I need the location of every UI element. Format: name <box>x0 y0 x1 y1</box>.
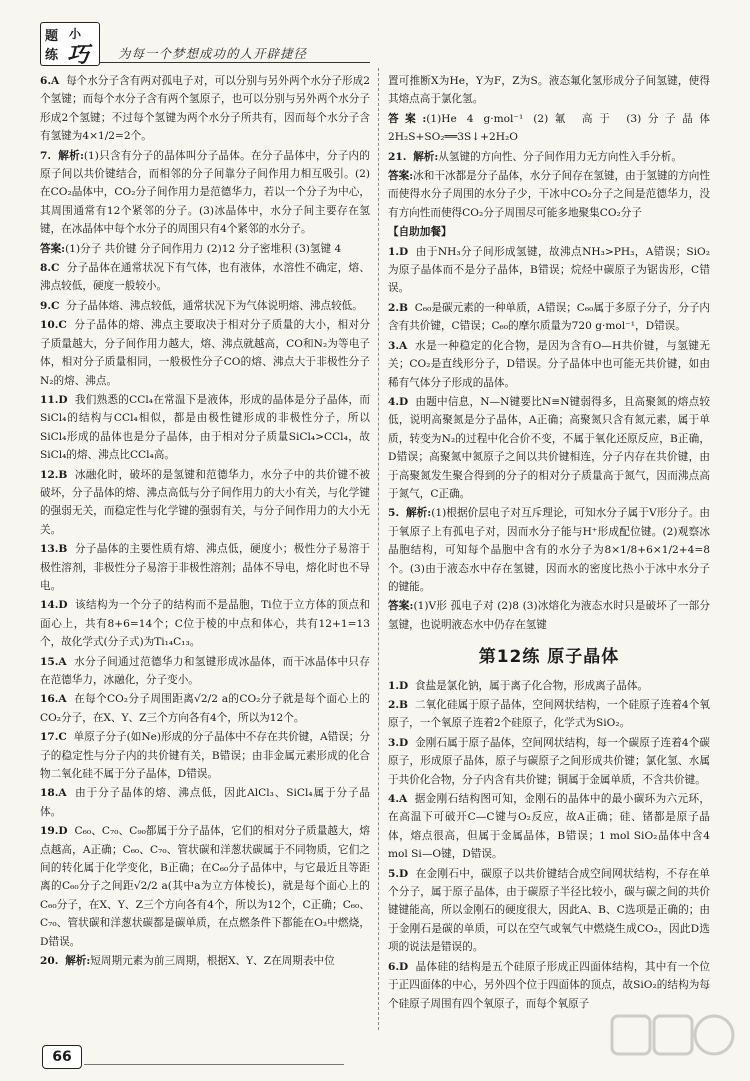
item-text: 在每个CO₂分子周围距离√2/2 a的CO₂分子就是每个面心上的CO₂分子，在X、Y、Z三个方向各有4个，所以为12个。 <box>40 693 370 724</box>
item-number: 3.A <box>388 339 408 352</box>
section-title: 第12练 原子晶体 <box>478 647 620 668</box>
answer-item <box>40 72 370 146</box>
brand-logo <box>40 22 100 66</box>
answer-item <box>388 696 710 733</box>
item-number: 7. <box>40 149 52 162</box>
answer-item <box>388 148 710 166</box>
item-text: 从氢键的方向性、分子间作用力无方向性入手分析。 <box>438 150 682 163</box>
header-slogan: 为每一个梦想成功的人开辟捷径 <box>118 46 308 61</box>
answer-item <box>388 865 710 957</box>
item-text: 该结构为一个分子的结构而不是晶胞，Ti位于立方体的顶点和面心上，共有8+6=14个；C位于棱的中点和体心，共有12+1=13个，故化学式(分子式)为Ti₁₄C₁₃。 <box>40 599 370 649</box>
item-text: 每个水分子含有两对孤电子对，可以分别与另外两个水分子形成2个氢键；而每个水分子含有两个氢原子，也可以分别与另外两个水分子形成2个氢键；不过每个氢键为两个水分子所共有，因而每个水分子含有氢键为4×1/2=2个。 <box>40 75 370 143</box>
item-number: 10.C <box>40 319 67 332</box>
item-text: 在金刚石中，碳原子以共价键结合成空间网状结构，不存在单个分子，属于原子晶体，由于碳原子半径比较小，碳与碳之间的共价键键能高，所以金刚石的硬度很大，因此A、B、C选项是正确的；由于金刚石是碳的单质，可以在空气或氧气中燃烧生成CO₂，因此D选项的说法是错误的。 <box>388 867 710 954</box>
answer-item <box>40 259 370 296</box>
answer-text: (1)分子 共价键 分子间作用力 (2)12 分子密堆积 (3)氢键 4 <box>65 242 342 255</box>
item-number: 21. <box>388 150 407 163</box>
item-text: C₆₀、C₇₀、C₉₀都属于分子晶体，它们的相对分子质量越大，熔点越高，A正确；C₆₀、C₇₀、管状碳和洋葱状碳属于不同物质，它们之间的转化属于化学变化，B正确；在C₆₀分子晶体中，与它最近且等距离的C₆₀分子之间距√2/2 a(其中a为立方体棱长)，就是每个面心上的C₆₀分子，在X、Y、Z三个方向各有4个，所以为12个，C正确；C₆₀、C₇₀、管状碳和洋葱状碳都是碳单质，在点燃条件下都能在O₂中燃烧，D错误。 <box>40 825 370 948</box>
answer-item <box>388 393 710 503</box>
answer-line <box>40 240 370 258</box>
answer-item <box>388 677 710 695</box>
item-number: 11.D <box>40 393 68 406</box>
answer-label: 答案: <box>40 242 66 255</box>
answer-item <box>40 596 370 651</box>
answer-item <box>40 728 370 783</box>
item-number: 2.B <box>388 699 409 711</box>
answer-label: 答案: <box>388 170 414 183</box>
item-text: (1)只含有分子的晶体叫分子晶体。在分子晶体中，分子内的原子间以共价键结合，而相邻的分子间靠分子间作用力相互吸引。(2)在CO₂晶体中，CO₂分子间作用力是范德华力，若以一个分子为中心，其周围通常有12个紧邻的分子。(3)冰晶体中，水分子间主要存在氢键，在冰晶体中每个水分子的周围只有4个紧邻的水分子。 <box>40 149 370 236</box>
analysis-label: 解析: <box>58 149 84 162</box>
item-text: 短周期元素为前三周期，根据X、Y、Z在周期表中位 <box>90 955 335 968</box>
answer-label: 答案: <box>388 112 427 125</box>
answer-item <box>388 337 710 392</box>
answer-item <box>40 784 370 821</box>
logo-char-1: 题 <box>45 29 59 44</box>
right-column <box>388 72 710 1014</box>
item-number: 8.C <box>40 262 60 275</box>
answer-line <box>388 110 710 147</box>
answer-item <box>388 243 710 298</box>
watermark-logo-icon <box>608 1010 738 1074</box>
answer-item <box>40 540 370 595</box>
item-number: 12.B <box>40 468 68 481</box>
item-text: 晶体硅的结构是五个硅原子形成正四面体结构，其中有一个位于正四面体的中心，另外四个位于四面体的顶点，故SiO₂的结构为每个硅原子周围有四个氧原子，而每个氧原子 <box>388 960 710 1010</box>
answer-item <box>388 734 710 789</box>
answer-item <box>40 690 370 727</box>
analysis-label: 解析: <box>413 150 439 163</box>
answer-item <box>40 952 370 970</box>
left-column <box>40 72 370 972</box>
item-number: 19.D <box>40 825 68 838</box>
item-number: 15.A <box>40 655 67 668</box>
item-number: 13.B <box>40 543 68 556</box>
item-text: 由于NH₃分子间形成氢键，故沸点NH₃>PH₃，A错误；SiO₂为原子晶体而不是分子晶体，B错误；烷烃中碳原子为锯齿形，C错误。 <box>388 245 710 295</box>
item-number: 1.D <box>388 245 409 258</box>
answer-item <box>40 391 370 465</box>
header-rule <box>100 62 370 63</box>
item-text: (1)根据价层电子对互斥理论，可知水分子属于V形分子。由于氧原子上有孤电子对，因而水分子能与H⁺形成配位键。(2)观察冰晶胞结构，可知每个晶胞中含有的水分子为8×1/8+6×1/2+4=8个。(3)由于液态水中存在氢键，因而水的密度比热小于冰中水分子的键能。 <box>388 507 710 593</box>
answer-item <box>388 504 710 596</box>
analysis-label: 解析: <box>65 955 91 968</box>
item-text: C₆₀是碳元素的一种单质，A错误；C₆₀属于多原子分子，分子内含有共价键，C错误；C₆₀的摩尔质量为720 g·mol⁻¹，D错误。 <box>388 301 710 333</box>
answer-text: (1)V形 孤电子对 (2)8 (3)冰熔化为液态水时只是破坏了一部分氢键，也说明液态水中仍存在氢键 <box>388 600 710 631</box>
item-number: 16.A <box>40 693 67 706</box>
item-number: 1.D <box>388 679 409 692</box>
item-text: 金刚石属于原子晶体，空间网状结构，每一个碳原子连着4个碳原子，形成原子晶体，原子与碳原子之间形成共价键；氯化氢、水属于共价化合物，分子内含有共价键；铜属于金属单质，不含共价键。 <box>388 736 710 786</box>
item-number: 4.A <box>388 793 408 806</box>
page-header <box>0 0 750 68</box>
page-number: 66 <box>42 1045 82 1069</box>
answer-item <box>40 316 370 390</box>
item-number: 5.D <box>388 867 409 880</box>
answer-item <box>388 299 710 336</box>
item-number: 6.D <box>388 960 409 973</box>
answer-line <box>388 597 710 634</box>
logo-char-4: 巧 <box>67 42 90 68</box>
item-number: 18.A <box>40 787 67 800</box>
item-text: 冰融化时，破坏的是氢键和范德华力，水分子中的共价键不被破坏，分子晶体的熔、沸点高低与分子间作用力的大小有关，与化学键的强弱无关，而稳定性与化学键的强弱有关，与分子间作用力的大小无关。 <box>40 468 370 536</box>
answer-item <box>40 653 370 690</box>
item-text: 分子晶体熔、沸点较低，通常状况下为气体说明熔、沸点较低。 <box>66 299 363 312</box>
logo-char-3: 小 <box>69 27 82 41</box>
answer-item <box>40 466 370 540</box>
item-text: 分子晶体在通常状况下有气体，也有液体，水溶性不确定，熔、沸点较低，硬度一般较小。 <box>40 262 370 293</box>
item-number: 14.D <box>40 599 68 612</box>
section-heading: 【自助加餐】 <box>388 226 452 239</box>
item-text: 食盐是氯化钠，属于离子化合物，形成离子晶体。 <box>415 679 649 692</box>
item-number: 3.D <box>388 736 409 749</box>
item-text: 由题中信息，N—N键要比N≡N键弱得多，且高聚氮的熔点较低，说明高聚氮是分子晶体，A正确；高聚氮只含有氮元素，属于单质，转变为N₂的过程中化合价不变，不属于氧化还原反应，B正确，D错误；高聚氮中氮原子之间以共价键相连，分子内存在共价键，由于高聚氮发生聚合得到的分子的相对分子质量高于氮气，因而沸点高于氮气，C正确。 <box>388 395 710 500</box>
item-text: 单原子分子(如Ne)形成的分子晶体中不存在共价键，A错误；分子的稳定性与分子内的共价键有关，B错误；由非金属元素形成的化合物二氧化硅不属于分子晶体，D错误。 <box>40 731 370 781</box>
answer-line <box>388 167 710 222</box>
item-number: 20. <box>40 955 59 968</box>
item-number: 4.D <box>388 395 409 408</box>
analysis-label: 解析: <box>405 507 432 520</box>
item-text: 由于分子晶体的熔、沸点低，因此AlCl₃、SiCl₄属于分子晶体。 <box>40 787 370 818</box>
item-number: 6.A <box>40 75 60 87</box>
footer-rule <box>84 1064 344 1065</box>
item-number: 5. <box>388 507 400 520</box>
answer-item <box>40 147 370 239</box>
answer-item <box>40 297 370 315</box>
item-text: 分子晶体的熔、沸点主要取决于相对分子质量的大小，相对分子质量越大，分子间作用力越大，熔、沸点就越高，CO和N₂为等电子体，相对分子质量相同，一般极性分子CO的熔、沸点大于非极性分子N₂的熔、沸点。 <box>40 319 370 387</box>
answer-text: (1)He 4 g·mol⁻¹ (2)氟 高于 (3)分子晶体 2H₂S+SO₂══3S↓+2H₂O <box>388 112 710 144</box>
answer-text: 冰和干冰都是分子晶体，水分子间存在氢键，由于氢键的方向性而使得水分子周围的水分子少，干冰中CO₂分子之间是范德华力，没有方向性而使得CO₂分子周围尽可能多地聚集CO₂分子 <box>388 170 710 219</box>
answer-item <box>388 958 710 1013</box>
item-text: 我们熟悉的CCl₄在常温下是液体，形成的晶体是分子晶体，而SiCl₄的结构与CCl₄相似，都是由极性键形成的非极性分子，所以SiCl₄形成的晶体也是分子晶体，由于相对分子质量SiCl₄>CCl₄，故SiCl₄的熔、沸点比CCl₄高。 <box>40 393 370 462</box>
item-text: 水分子间通过范德华力和氢键形成冰晶体，而干冰晶体中只存在范德华力，冰融化，分子变小。 <box>40 655 370 686</box>
item-number: 9.C <box>40 299 60 312</box>
answer-label: 答案: <box>388 600 414 613</box>
logo-char-2: 练 <box>45 48 59 63</box>
item-text: 分子晶体的主要性质有熔、沸点低，硬度小；极性分子易溶于极性溶剂，非极性分子易溶于非极性溶剂；晶体不导电，熔化时也不导电。 <box>40 543 370 592</box>
item-number: 17.C <box>40 731 67 744</box>
answer-item <box>388 790 710 864</box>
answer-item <box>40 822 370 951</box>
item-text: 据金刚石结构图可知，金刚石的晶体中的最小碳环为六元环，在高温下可破开C—C键与O₂反应，故A正确；硅、锗都是原子晶体，熔点很高，但属于金属晶体，B错误；1 mol SiO₂晶体中含4 mol Si—O键，D错误。 <box>388 793 710 861</box>
item-number: 2.B <box>388 301 409 314</box>
item-text: 二氧化硅属于原子晶体，空间网状结构，一个硅原子连着4个氧原子，一个氧原子连着2个硅原子，化学式为SiO₂。 <box>388 699 710 730</box>
item-text: 置可推断X为He，Y为F，Z为S。液态氟化氢形成分子间氢键，使得其熔点高于氯化氢。 <box>388 75 710 106</box>
column-divider <box>378 68 379 1030</box>
answer-item <box>388 72 710 109</box>
item-text: 水是一种稳定的化合物，是因为含有O—H共价键，与氢键无关；CO₂是直线形分子，D错误。分子晶体中也可能无共价键，如由稀有气体分子形成的晶体。 <box>388 339 710 389</box>
